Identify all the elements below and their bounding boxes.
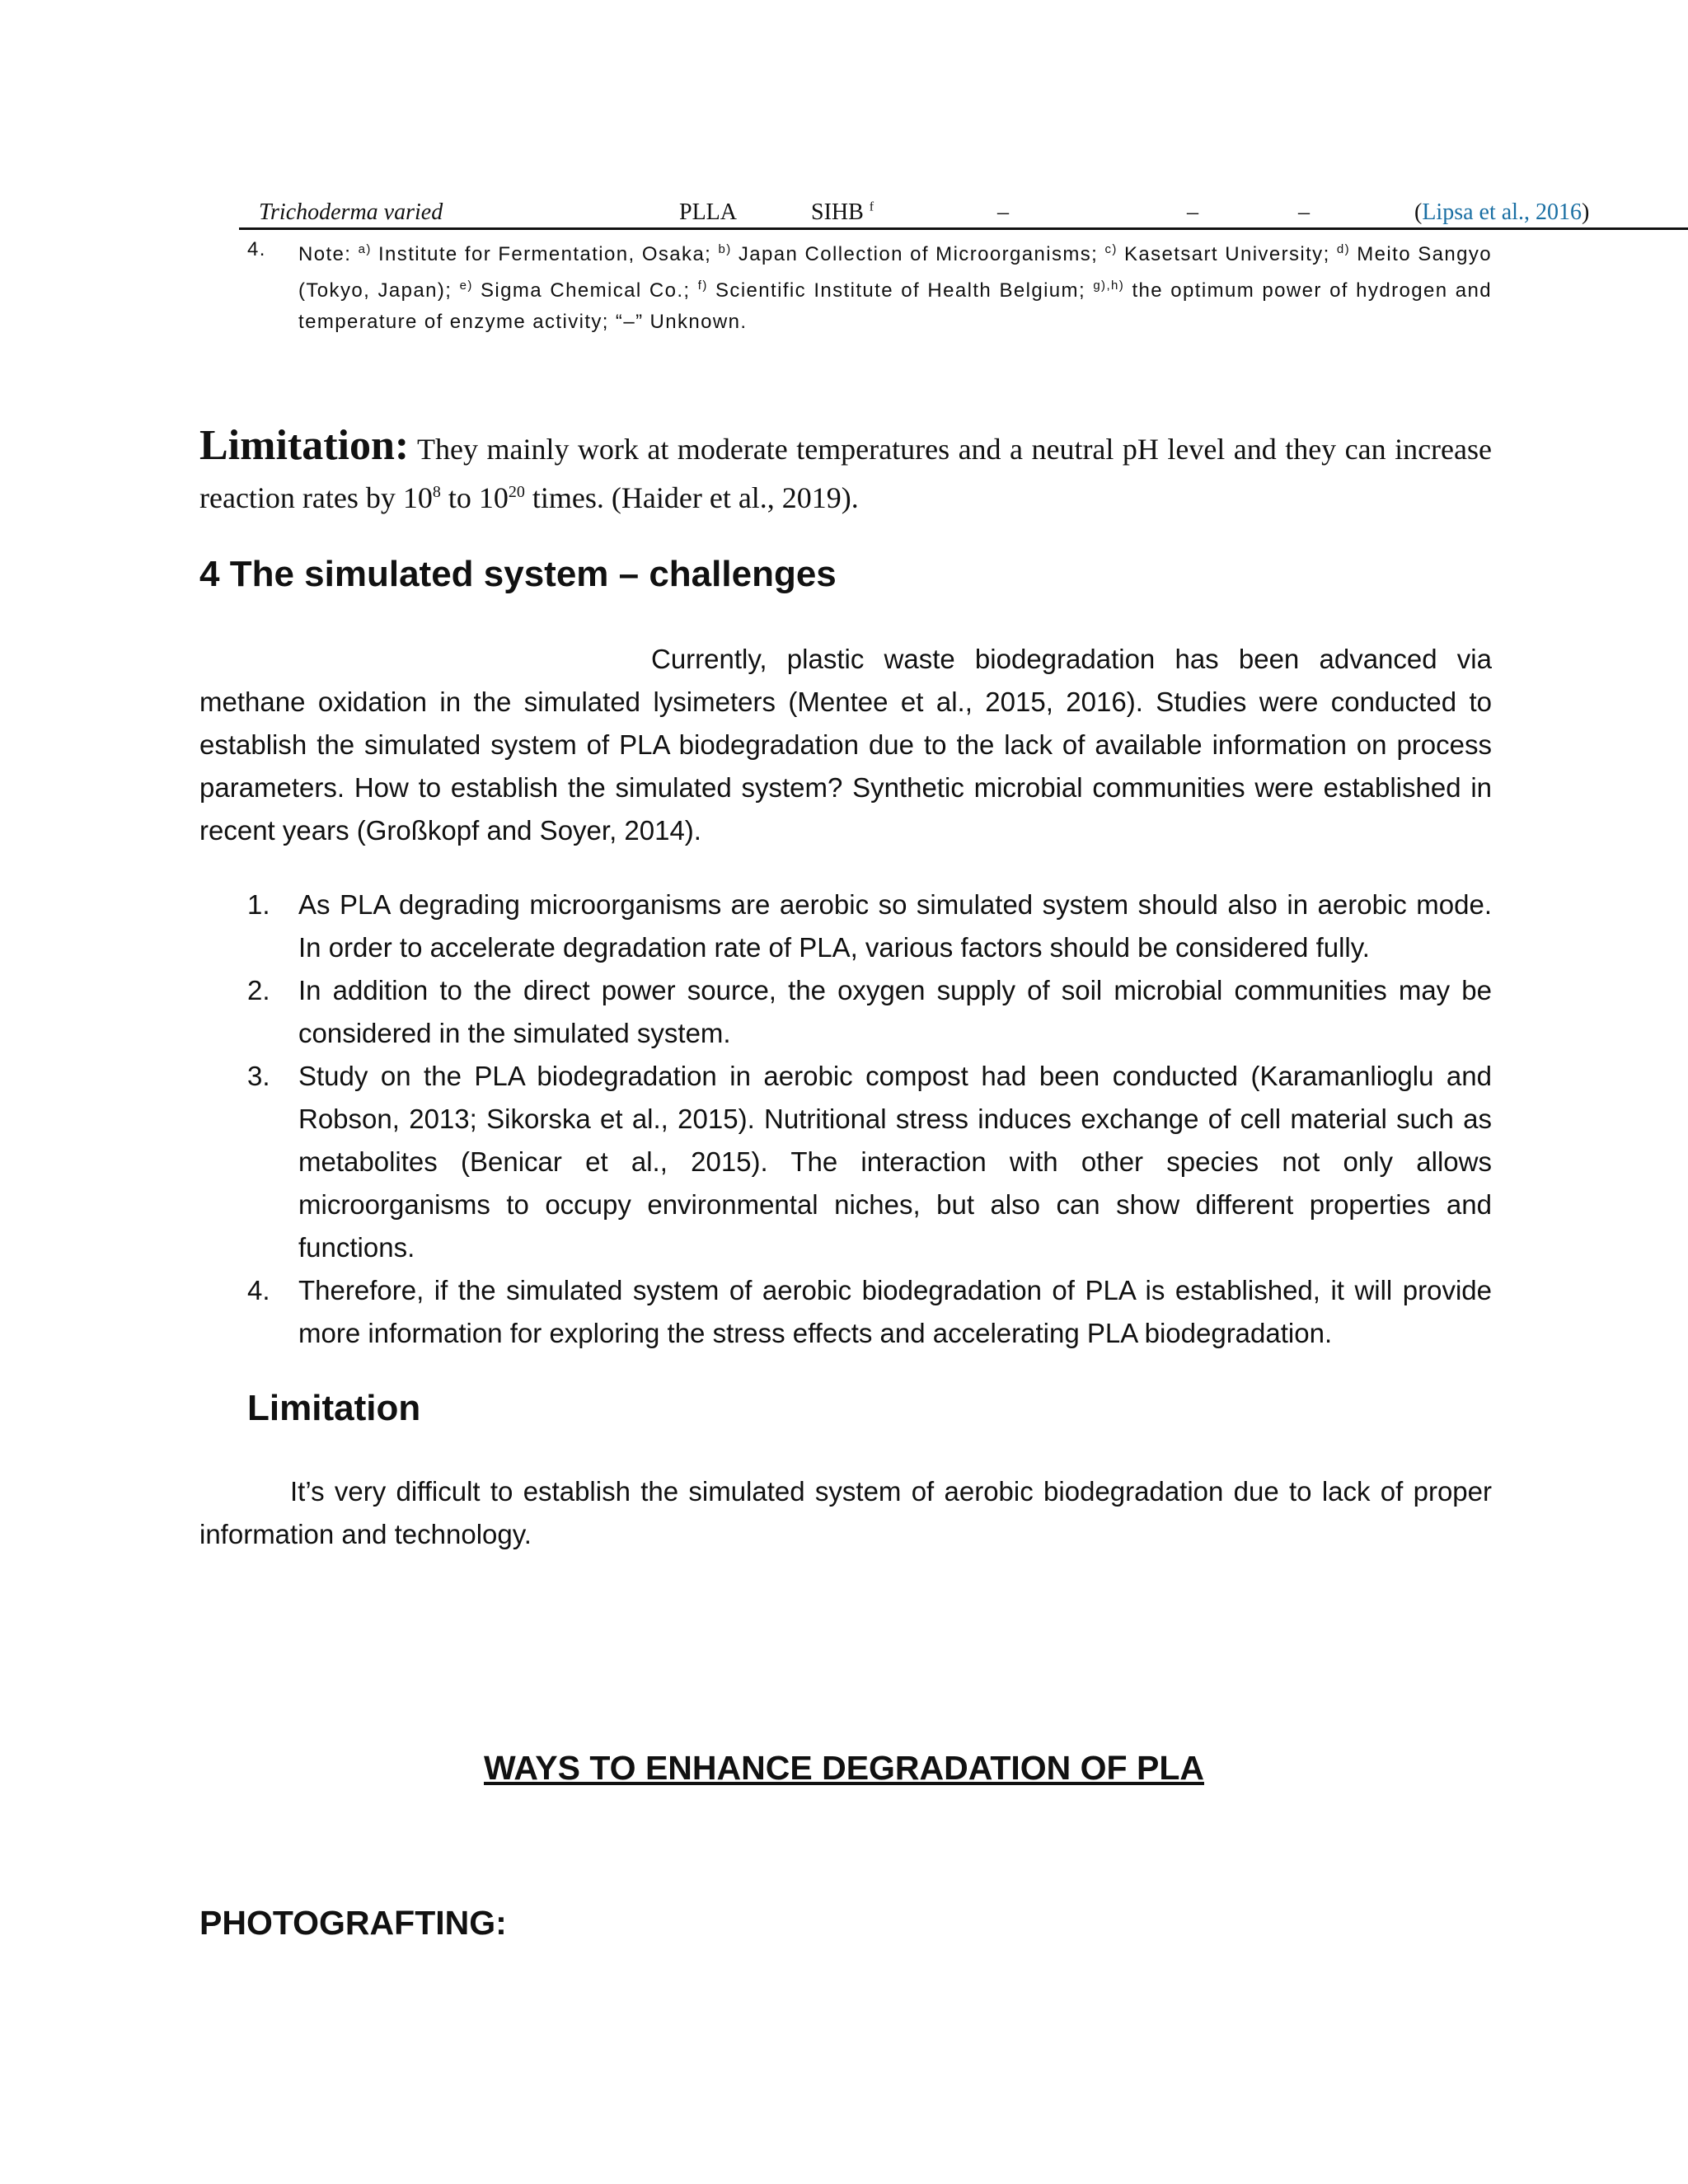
note-item: the optimum power of hydrogen and temperature of enzyme activity; “–” Unknown.: [298, 279, 1492, 333]
ref-open-paren: (: [1414, 199, 1423, 225]
source-footnote-marker: f: [869, 199, 874, 214]
list-number: 1.: [247, 889, 270, 920]
exponent: 8: [432, 483, 441, 501]
note-marker: a): [358, 242, 372, 256]
note-marker: b): [718, 242, 732, 256]
note-marker: g),h): [1093, 279, 1125, 293]
steps-list: [247, 883, 1492, 1355]
note-marker: f): [697, 279, 708, 293]
table-cell-dash: –: [1187, 199, 1198, 225]
limitation-heading: Limitation:: [199, 422, 410, 469]
note-item: Japan Collection of Microorganisms;: [731, 243, 1105, 265]
intro-text: Currently, plastic waste biodegradation has been advanced via methane oxidation in the simulated lysimeters (Mentee et al., 2015, 2016). Studies were conducted to establish the simulated system of PLA biodegradation due to the lack of available information on process parameters. How to establish the simulated system? Synthetic microbial communities were established in recent years (Großkopf and Soyer, 2014).: [199, 644, 1492, 846]
table-bottom-rule: [239, 227, 1688, 230]
note-text: [298, 234, 1492, 338]
note-item: Scientific Institute of Health Belgium;: [707, 279, 1094, 302]
table-note: [247, 234, 1492, 338]
ways-heading: WAYS TO ENHANCE DEGRADATION OF PLA: [484, 1749, 1204, 1787]
list-number: 2.: [247, 975, 270, 1005]
limitation-subheading: Limitation: [247, 1388, 421, 1428]
list-text: In addition to the direct power source, the oxygen supply of soil microbial communities may be considered in the simulated system.: [298, 975, 1492, 1048]
table-cell-dash: –: [997, 199, 1009, 225]
note-marker: d): [1336, 242, 1351, 256]
note-item: Sigma Chemical Co.;: [472, 279, 698, 302]
table-cell-substrate: PLLA: [679, 199, 737, 225]
section-heading: 4 The simulated system – challenges: [199, 554, 837, 594]
limitation-paragraph: [199, 424, 1492, 519]
intro-paragraph: [199, 638, 1492, 852]
table-row: [239, 194, 1688, 227]
note-marker: e): [459, 279, 473, 293]
table-cell-reference: [1414, 199, 1589, 226]
limitation-text: It’s very difficult to establish the simulated system of aerobic biodegradation due to lack of proper information and technology.: [199, 1476, 1492, 1549]
list-item: [247, 1055, 1492, 1269]
limitation-paragraph-2: [199, 1470, 1492, 1556]
note-item: Institute for Fermentation, Osaka;: [371, 243, 719, 265]
list-text: As PLA degrading microorganisms are aerobic so simulated system should also in aerobic mode. In order to accelerate degradation rate of PLA, various factors should be considered fully.: [298, 889, 1492, 963]
table-cell-dash: –: [1298, 199, 1310, 225]
list-number: 4.: [247, 1275, 270, 1305]
list-text: Study on the PLA biodegradation in aerobic compost had been conducted (Karamanlioglu and Robson, 2013; Sikorska et al., 2015). Nutritional stress induces exchange of cell material such as metabolites (Benicar et al., 2015). The interaction with other species not only allows microorganisms to occupy environmental niches, but also can show different properties and functions.: [298, 1061, 1492, 1263]
limitation-text: They mainly work at moderate temperatures and a neutral pH level and they can increase reaction rates by 10: [199, 433, 1492, 514]
note-item: Kasetsart University;: [1117, 243, 1337, 265]
list-item: [247, 1269, 1492, 1355]
photografting-heading: PHOTOGRAFTING:: [199, 1904, 507, 1942]
list-item: [247, 969, 1492, 1055]
exponent: 20: [508, 483, 525, 501]
reference-link[interactable]: Lipsa et al., 2016: [1422, 199, 1582, 225]
ref-close-paren: ): [1581, 199, 1590, 225]
note-number: 4.: [247, 238, 266, 260]
note-marker: c): [1104, 242, 1118, 256]
list-number: 3.: [247, 1061, 270, 1091]
list-item: [247, 883, 1492, 969]
list-text: Therefore, if the simulated system of aerobic biodegradation of PLA is established, it will provide more information for exploring the stress effects and accelerating PLA biodegradation.: [298, 1275, 1492, 1348]
source-text: SIHB: [811, 199, 864, 225]
note-lead: Note:: [298, 243, 359, 265]
table-cell-source: [811, 199, 874, 226]
table-cell-species: Trichoderma varied: [259, 199, 443, 225]
limitation-text: to 10: [440, 481, 509, 514]
note-item: Meito Sangyo (Tokyo, Japan);: [298, 243, 1492, 302]
limitation-text: times. (Haider et al., 2019).: [524, 481, 859, 514]
